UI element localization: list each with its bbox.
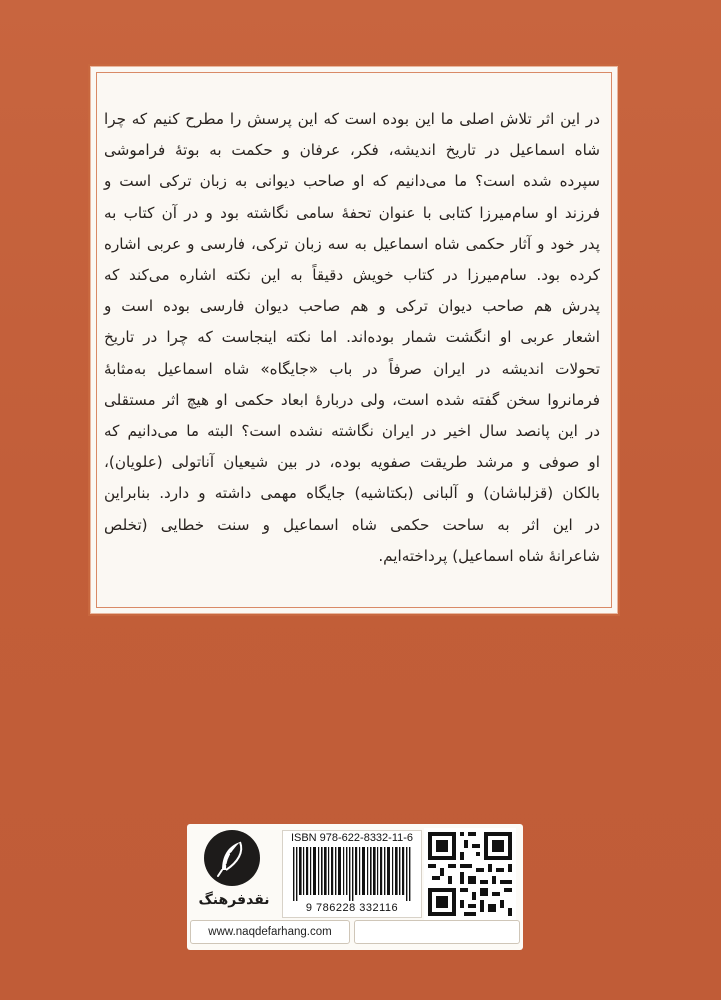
blurb-line: پدرش هم صاحب دیوان ترکی و هم صاحب دیوان فارسی بوده است و xyxy=(104,297,600,316)
blurb-line: در این پانصد سال اخیر در ایران نگاشته نشده است؟ البته ما می‌دانیم که xyxy=(104,422,600,441)
blank-label-box xyxy=(354,920,520,944)
publisher-logo xyxy=(196,830,272,918)
blurb-line: فرزند او سام‌میرزا کتابی با عنوان تحفهٔ سامی نگاشته بود و در آن کتاب به xyxy=(104,203,600,222)
blurb-line: پدر خود و آثار حکمی شاه اسماعیل به سه زبان ترکی، فارسی و عربی اشاره xyxy=(104,234,600,253)
blurb-line: سپرده شده است؟ ما می‌دانیم که او صاحب دیوانی به زبان ترکی است و xyxy=(104,172,600,191)
barcode-digits: 9 786228 332116 xyxy=(305,902,399,914)
barcode-icon xyxy=(291,847,413,901)
blurb-line: فرمانروا سخن گفته شده است، ولی دربارهٔ ابعاد حکمی او هیچ اثر مستقلی xyxy=(104,390,600,409)
isbn-label: ISBN 978-622-8332-11-6 xyxy=(290,832,414,844)
qr-code-icon xyxy=(424,828,516,920)
blurb-line: کرده بود. سام‌میرزا در کتاب خویش دقیقاً به این نکته اشاره می‌کند که xyxy=(104,266,600,285)
blurb-line: در این اثر به ساحت حکمی شاه اسماعیل و سنت خطایی (تخلص xyxy=(104,515,600,534)
qr-code xyxy=(424,828,516,920)
blurb-line: تحولات اندیشه در ایران صرفاً در باب «جایگاه» شاه اسماعیل به‌مثابهٔ xyxy=(104,359,600,378)
blurb-line: او صوفی و مرشد طریقت صفویه بوده، در بین شیعیان آناتولی (علویان)، xyxy=(104,453,600,472)
blurb-line: شاعرانهٔ شاه اسماعیل) پرداخته‌ایم. xyxy=(378,546,600,565)
blurb-line: اشعار عربی او انگشت شمار بوده‌اند. اما نکته اینجاست که چرا در تاریخ xyxy=(104,328,600,347)
quill-feather-icon xyxy=(204,830,260,886)
publisher-name: نقدفرهنگ xyxy=(198,892,270,908)
isbn-barcode-block xyxy=(282,830,422,918)
blurb-line: شاه اسماعیل در تاریخ اندیشه، فکر، عرفان و حکمت به بوتهٔ فراموشی xyxy=(104,141,600,160)
logo-circle xyxy=(204,830,260,886)
blurb-text xyxy=(104,104,600,572)
blurb-line: بالکان (قزلباشان) و آلبانی (بکتاشیه) جایگاه مهمی داشته و دارد. بنابراین xyxy=(104,484,600,503)
blurb-line: در این اثر تلاش اصلی ما این بوده است که این پرسش را مطرح کنیم که چرا xyxy=(104,110,600,128)
website-link[interactable]: www.naqdefarhang.com xyxy=(190,920,350,944)
